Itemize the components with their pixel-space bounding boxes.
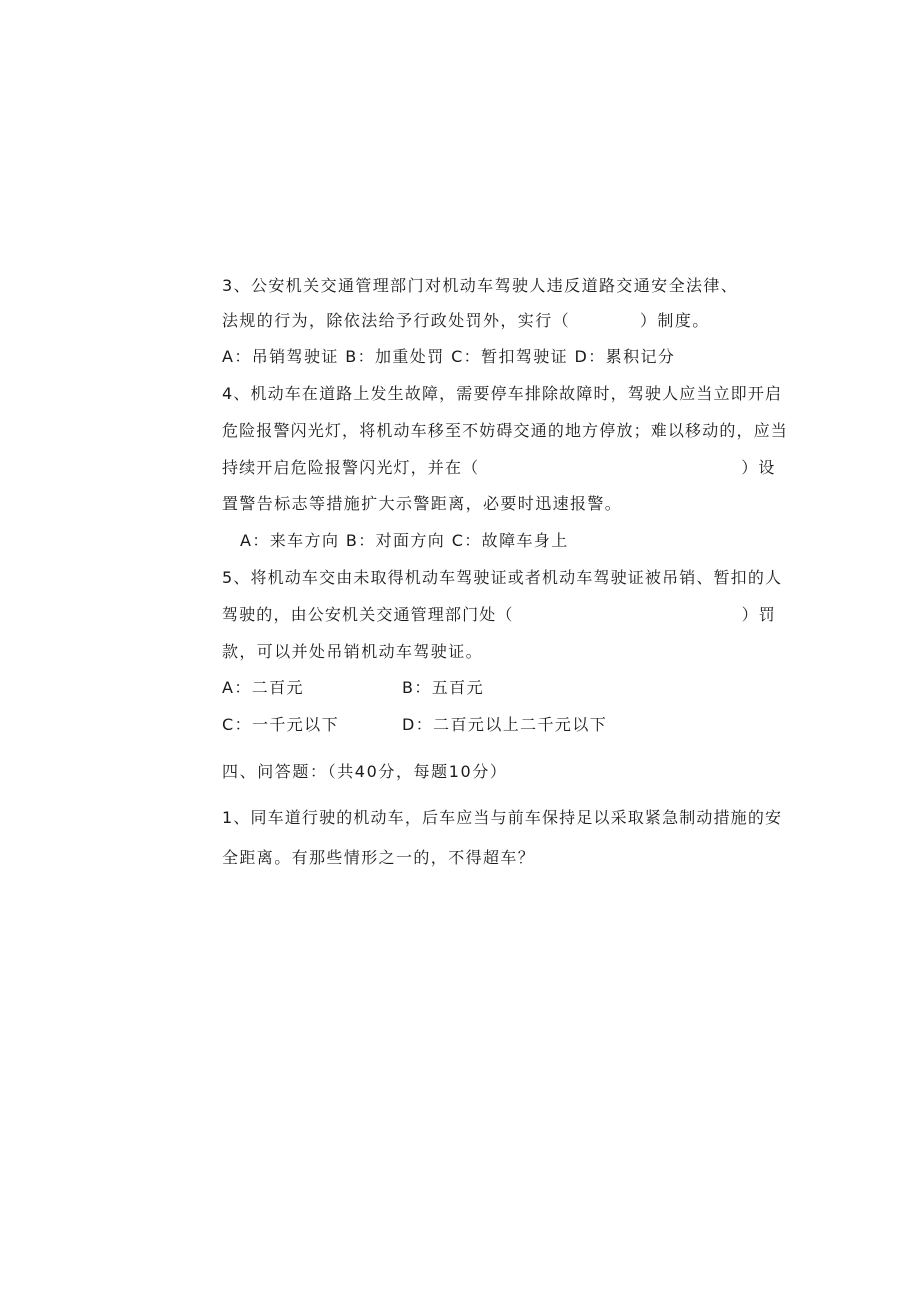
q5-options-row-1 <box>222 678 722 698</box>
q4-line-2: 危险报警闪光灯，将机动车移至不妨碍交通的地方停放；难以移动的，应当 <box>222 421 788 440</box>
q3-line-2-before-blank: 法规的行为，除依法给予行政处罚外，实行（ <box>222 311 571 330</box>
q3-options: A：吊销驾驶证 B：加重处罚 C：暂扣驾驶证 D：累积记分 <box>222 347 676 366</box>
q5-line-3: 款，可以并处吊销机动车驾驶证。 <box>222 642 484 661</box>
q5-option-d: D：二百元以上二千元以下 <box>402 715 608 734</box>
q3-line-1: 3、公安机关交通管理部门对机动车驾驶人违反道路交通安全法律、 <box>222 276 739 295</box>
q4-line-3-before-blank: 持续开启危险报警闪光灯，并在（ <box>222 458 480 477</box>
q5-option-a: A：二百元 <box>222 678 304 697</box>
q3-line-2-after-blank: ）制度。 <box>640 311 710 330</box>
q5-option-c: C：一千元以下 <box>222 715 339 734</box>
q4-options: A：来车方向 B：对面方向 C：故障车身上 <box>240 531 569 550</box>
section-4-heading: 四、问答题：（共40分，每题10分） <box>222 762 508 781</box>
q4-line-1: 4、机动车在道路上发生故障，需要停车排除故障时，驾驶人应当立即开启 <box>222 384 783 403</box>
q5-line-1: 5、将机动车交由未取得机动车驾驶证或者机动车驾驶证被吊销、暂扣的人 <box>222 568 783 587</box>
q4-line-3-after-blank: ）设 <box>741 458 776 477</box>
q5-options-row-2 <box>222 715 722 735</box>
essay-q1-line-2: 全距离。有那些情形之一的，不得超车？ <box>222 848 536 867</box>
q5-line-2-before-blank: 驾驶的，由公安机关交通管理部门处（ <box>222 605 514 624</box>
essay-q1-line-1: 1、同车道行驶的机动车，后车应当与前车保持足以采取紧急制动措施的安 <box>222 808 783 827</box>
q5-line-2 <box>222 605 776 625</box>
q4-line-3 <box>222 458 776 478</box>
q4-line-4: 置警告标志等措施扩大示警距离，必要时迅速报警。 <box>222 494 623 513</box>
q3-line-2 <box>222 311 710 331</box>
q5-option-b: B：五百元 <box>402 678 484 697</box>
q5-line-2-after-blank: ）罚 <box>741 605 776 624</box>
